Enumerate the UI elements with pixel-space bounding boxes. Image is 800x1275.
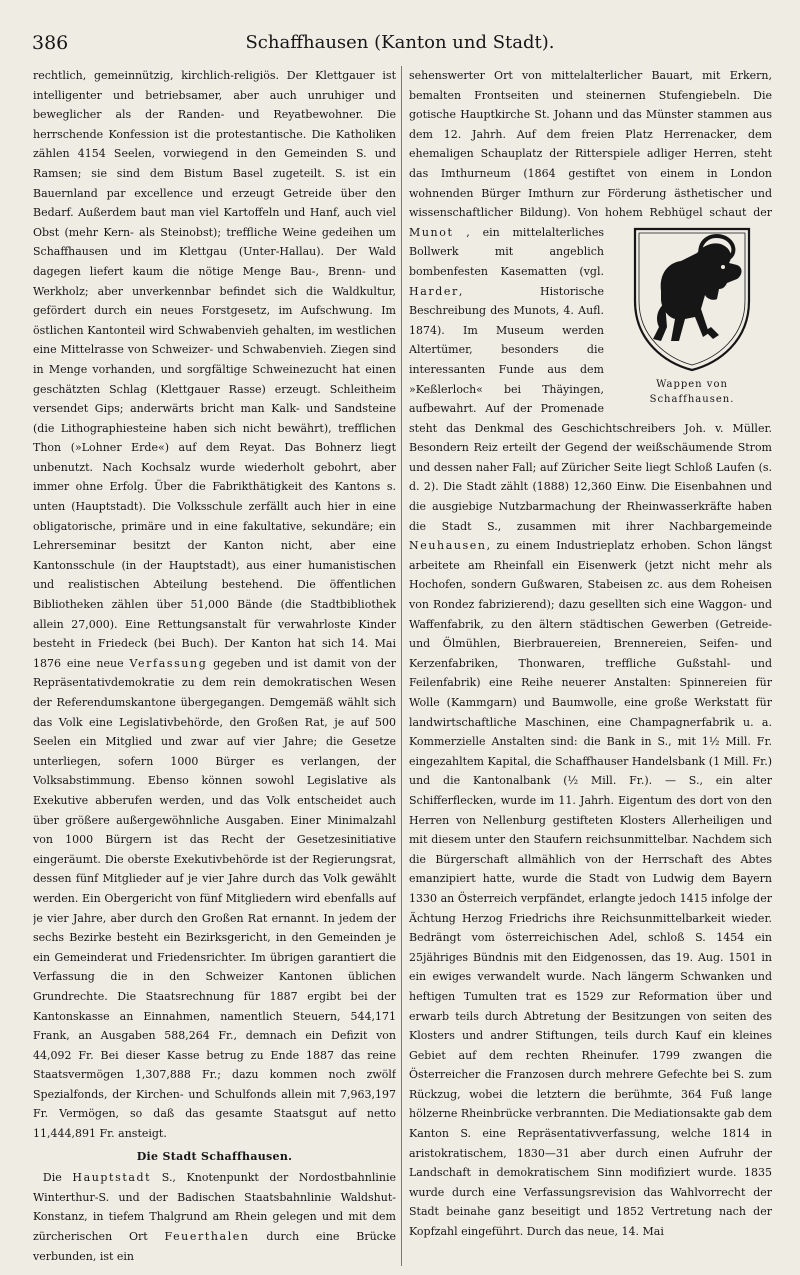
- right-column: [409, 66, 772, 1266]
- column-divider: [401, 66, 402, 1266]
- page-number: 386: [32, 32, 69, 54]
- spaced-term: Neuhausen: [409, 539, 487, 553]
- census-year: (1888): [532, 480, 570, 494]
- page-header: [32, 28, 768, 62]
- ram-coat-of-arms-icon: [627, 223, 757, 373]
- paragraph: Die Hauptstadt S., Knotenpunkt der Nordostbahnlinie Winterthur-S. und der Badischen Staatsbahnlinie Waldshut-Konstanz, in tiefem Thalgrund am Rhein gelegen und mit dem zürcherischen Ort Feuerthalen durch eine Brücke verbunden, ist ein: [33, 1171, 396, 1263]
- spaced-term: Verfassung: [129, 656, 208, 670]
- paragraph: sehenswerter Ort von mittelalterlicher Bauart, mit Erkern, bemalten Frontseiten und steinernen Stufengiebeln. Die gotische Hauptkirche St. Johann und das Münster stammen aus dem 12. Jahrh. Auf dem freien Platz Herrenacker, dem ehemaligen Schauplatz der Ritterspiele adliger Herren, steht das Imthurneum (1864 gestiftet von einem in London wohnenden Bürger Imthurn zur Förderung ästhetischer und wissenschaftlicher Bildung). Von hohem Rebhügel schaut der Munot Wappen von Schaffhausen. , ein mittelalterliches Bollwerk mit angeblich bombenfesten Kasematten (vgl. Harder, Historische Beschreibung des Munots, 4. Aufl. 1874). Im Museum werden Altertümer, besonders die interessanten Funde aus dem »Keßlerloch« bei Thäyingen, aufbewahrt. Auf der Promenade steht das Denkmal des Geschichtschreibers Joh. v. Müller. Besondern Reiz erteilt der Gegend der weißschäumende Strom und dessen naher Fall; auf Züricher Seite liegt Schloß Laufen (s. d. 2). Die Stadt zählt (1888) 12,360 Einw. Die Eisenbahnen und die ausgiebige Nutzbarmachung der Rheinwasserkräfte haben die Stadt S., zusammen mit ihrer Nachbargemeinde Neuhausen, zu einem Industrieplatz erhoben. Schon längst arbeitete am Rheinfall ein Eisenwerk (jetzt nicht mehr als Hochofen, sondern Gußwaren, Stabeisen zc. aus dem Roheisen von Rondez fabrizierend); dazu gesellten sich eine Waggon- und Waffenfabrik, zu den ältern städtischen Gewerben (Getreide- und Ölmühlen, Bierbrauereien, Brennereien, Seifen- und Kerzenfabriken, Thonwaren, treffliche Gußstahl- und Feilenfabrik) eine Reihe neuerer Anstalten: Spinnereien für Wolle (Kammgarn) und Baumwolle, eine große Werkstatt für landwirtschaftliche Maschinen, eine Champagnerfabrik u. a. Kommerzielle Anstalten sind: die Bank in S., mit 1½ Mill. Fr. eingezahltem Kapital, die Schaffhauser Handelsbank (1 Mill. Fr.) und die Kantonalbank (½ Mill. Fr.). — S., ein alter Schifferflecken, wurde im 11. Jahrh. Eigentum des dort von den Herren von Nellenburg gestifteten Klosters Allerheiligen und mit diesem unter den Staufern reichsunmittelbar. Nachdem sich die Bürgerschaft allmählich von der Herrschaft des Abtes emanzipiert hatte, wurde die Stadt von Ludwig dem Bayern 1330 an Österreich verpfändet, erlangte jedoch 1415 infolge der Ächtung Herzog Friedrichs ihre Reichsunmittelbarkeit wieder. Bedrängt vom österreichischen Adel, schloß S. 1454 ein 25jähriges Bündnis mit den Eidgenossen, das 19. Aug. 1501 in ein ewiges verwandelt wurde. Nach längerm Schwanken und heftigen Tumulten trat es 1529 zur Reformation über und erwarb teils durch Abtretung der Besitzungen von seiten des Klosters und andrer Stiftungen, teils durch Kauf ein kleines Gebiet auf dem rechten Rheinufer. 1799 zwangen die Österreicher die Franzosen durch mehrere Gefechte bei S. zum Rückzug, wobei die letztern die berühmte, 364 Fuß lange hölzerne Rheinbrücke verbrannten. Die Mediationsakte gab dem Kanton S. eine Repräsentativverfassung, welche 1814 in aristokratischem, 1830—31 aber durch einen Aufruhr der Landschaft in demokratischem Sinn modifiziert wurde. 1835 wurde durch eine Verfassungsrevision das Wahlvorrecht der Stadt beinahe ganz beseitigt und 1852 Vertretung nach der Kopfzahl eingeführt. Durch das neue, 14. Mai: [409, 69, 772, 1239]
- spaced-term: Feuerthalen: [164, 1230, 250, 1244]
- spaced-term: Hauptstadt: [72, 1171, 152, 1185]
- paragraph: rechtlich, gemeinnützig, kirchlich-religiös. Der Klettgauer ist intelligenter und betriebsamer, aber auch unruhiger und beweglicher als der Randen- und Reyatbewohner. Die herrschende Konfession ist die protestantische. Die Katholiken zählen 4154 Seelen, vorwiegend in den Gemeinden S. und Ramsen; sie sind dem Bistum Basel zugeteilt. S. ist ein Bauernland par excellence und erzeugt Getreide über den Bedarf. Außerdem baut man viel Kartoffeln und Hanf, auch viel Obst (mehr Kern- als Steinobst); treffliche Weine gedeihen um Schaffhausen und im Klettgau (Unter-Hallau). Der Wald dagegen liefert kaum die nötige Menge Bau-, Brenn- und Werkholz; aber unverkennbar befindet sich die Waldkultur, gefördert durch ein neues Forstgesetz, im Aufschwung. Im östlichen Kantonteil wird Schwabenvieh gehalten, im westlichen eine Mittelrasse von Schweizer- und Schwabenvieh. Ziegen sind in Menge vorhanden, und sorgfältige Schweinezucht hat einen geschätzten Schlag (Klettgauer Rasse) erzeugt. Schleitheim versendet Gips; anderwärts bricht man Kalk- und Sandsteine (die Lithographiesteine haben sich nicht bewährt), trefflichen Thon (»Lohner Erde«) auf dem Reyat. Das Bohnerz liegt unbenutzt. Nach Kochsalz wurde wiederholt gebohrt, aber immer ohne Erfolg. Über die Fabrikthätigkeit des Kantons s. unten (Hauptstadt). Die Volksschule zerfällt auch hier in eine obligatorische, primäre und in eine fakultative, sekundäre; ein Lehrerseminar besitzt der Kanton nicht, aber eine Kantonsschule (in der Hauptstadt), aus einer humanistischen und realistischen Abteilung bestehend. Die öffentlichen Bibliotheken zählen über 51,000 Bände (die Stadtbibliothek allein 27,000). Eine Rettungsanstalt für verwahrloste Kinder besteht in Friedeck (bei Buch). Der Kanton hat sich 14. Mai 1876 eine neue Verfassung gegeben und ist damit von der Repräsentativdemokratie zu dem rein demokratischen Wesen der Referendumskantone übergegangen. Demgemäß wählt sich das Volk eine Legislativbehörde, den Großen Rat, je auf 500 Seelen ein Mitglied und zwar auf vier Jahre; die Gesetze unterliegen, sofern 1000 Bürger es verlangen, der Volksabstimmung. Ebenso können sowohl Legislative als Exekutive abberufen werden, und das Volk entscheidet auch über größere außergewöhnliche Ausgaben. Einer Minimalzahl von 1000 Bürgern ist das Recht der Gesetzesinitiative eingeräumt. Die oberste Exekutivbehörde ist der Regierungsrat, dessen fünf Mitglieder auf je vier Jahre durch das Volk gewählt werden. Ein Obergericht von fünf Mitgliedern wird ebenfalls auf je vier Jahre, aber durch den Großen Rat ernannt. In jedem der sechs Bezirke besteht ein Bezirksgericht, in den Gemeinden je ein Gemeinderat und Friedensrichter. Im übrigen garantiert die Verfassung die in den Schweizer Kantonen üblichen Grundrechte. Die Staatsrechnung für 1887 ergibt bei der Kantonskasse an Einnahmen, namentlich Steuern, 544,171 Frank, an Ausgaben 588,264 Fr., demnach ein Defizit von 44,092 Fr. Bei dieser Kasse betrug zu Ende 1887 das reine Staatsvermögen 1,307,888 Fr.; dazu kommen noch zwölf Spezialfonds, der Kirchen- und Schulfonds allein mit 7,963,197 Fr. Vermögen, so daß das gesamte Staatsgut auf netto 11,444,891 Fr. ansteigt.: [33, 69, 396, 1141]
- page-title: Schaffhausen (Kanton und Stadt).: [245, 32, 555, 53]
- figure-caption: Wappen von Schaffhausen.: [649, 378, 735, 405]
- coat-of-arms-figure: [612, 223, 772, 407]
- spaced-term: Harder: [409, 284, 459, 298]
- left-column: [33, 66, 396, 1266]
- spaced-term: Munot: [409, 225, 454, 239]
- section-heading: Die Stadt Schaffhausen.: [136, 1149, 293, 1163]
